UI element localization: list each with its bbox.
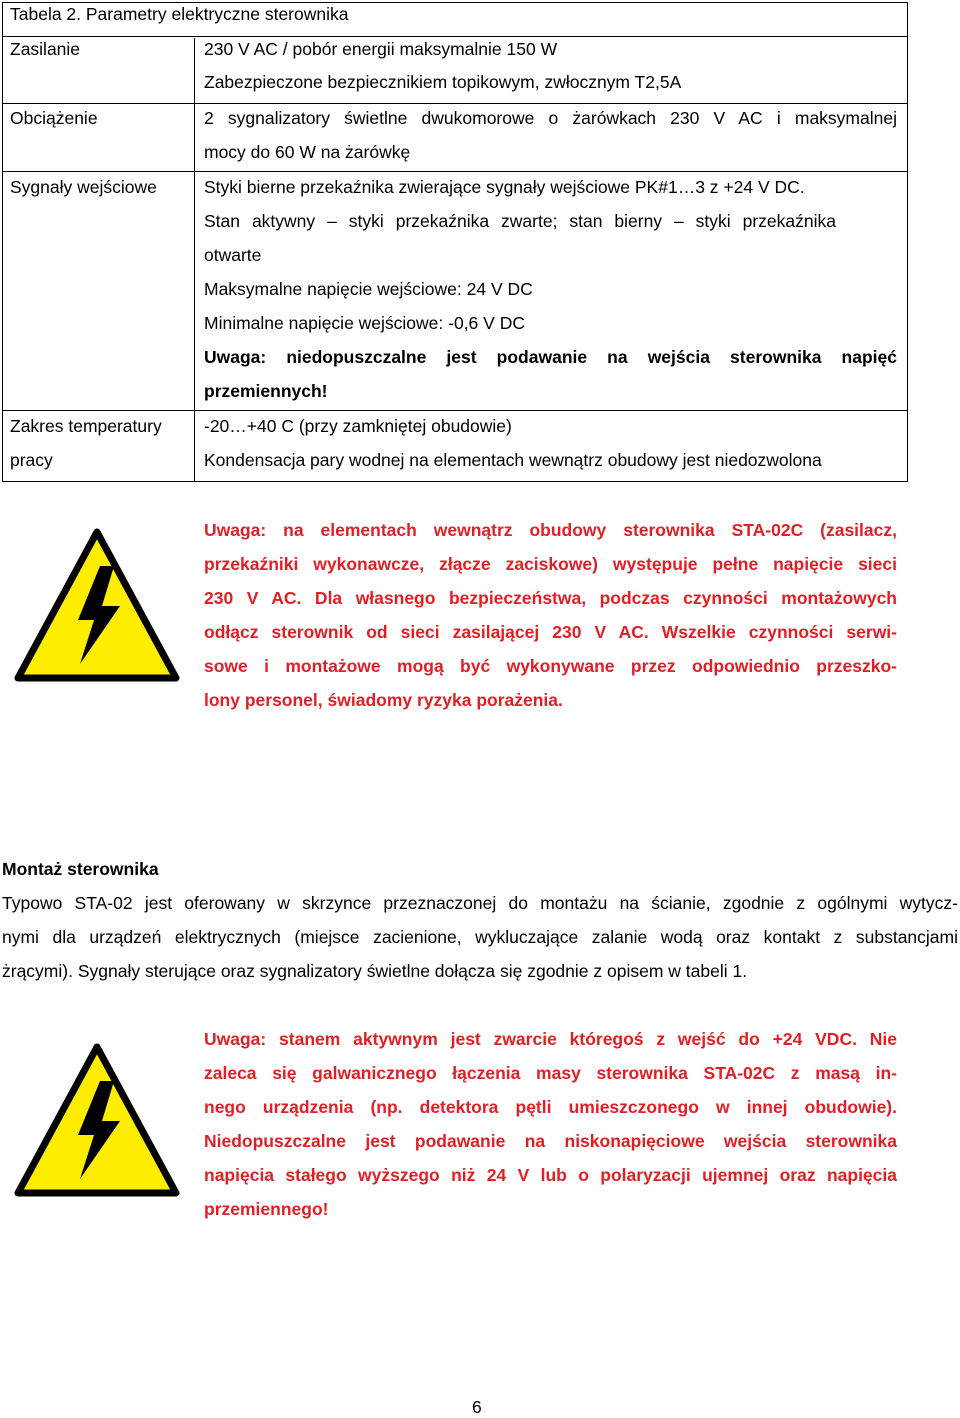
warning-line: odłącz sterownik od sieci zasilającej 230 V AC. Wszelkie czynności serwi- [204,622,897,642]
table-cell-line: 2 sygnalizatory świetlne dwukomorowe o żarówkach 230 V AC i maksymalnej [204,108,897,128]
warning-line: napięcia stałego wyższego niż 24 V lub o polaryzacji ujemnej oraz napięcia [204,1165,897,1185]
table-cell-warning: przemiennych! [204,381,328,401]
row-label-sygnaly: Sygnały wejściowe [10,177,157,197]
warning-line: 230 V AC. Dla własnego bezpieczeństwa, podczas czynności montażowych [204,588,897,608]
warning-line: lony personel, świadomy ryzyka porażenia. [204,690,563,710]
warning-line: Niedopuszczalne jest podawanie na niskonapięciowe wejścia sterownika [204,1131,897,1151]
row-label-obciazenie: Obciążenie [10,108,98,128]
row-label-temperatura: Zakres temperatury [10,416,162,436]
warning-line: Uwaga: stanem aktywnym jest zwarcie któregoś z wejść do +24 VDC. Nie [204,1029,897,1049]
table-cell-line: otwarte [204,245,262,265]
table-cell-warning: Uwaga: niedopuszczalne jest podawanie na wejścia sterownika napięć [204,347,897,367]
warning-line: sowe i montażowe mogą być wykonywane przez odpowiednio przeszko- [204,656,897,676]
table-cell-line: mocy do 60 W na żarówkę [204,142,411,162]
row-label-temperatura: pracy [10,450,53,470]
warning-line: nego urządzenia (np. detektora pętli umieszczonego w innej obudowie). [204,1097,897,1117]
warning-line: przekaźniki wykonawcze, złącze zaciskowe) występuje pełne napięcie sieci [204,554,897,574]
table-cell-line: Maksymalne napięcie wejściowe: 24 V DC [204,279,533,299]
table-divider [3,171,907,172]
table-cell-line: Zabezpieczone bezpiecznikiem topikowym, zwłocznym T2,5A [204,72,682,92]
table-cell-line: 230 V AC / pobór energii maksymalnie 150 W [204,39,558,59]
table-caption: Tabela 2. Parametry elektryczne sterownika [10,4,349,24]
paragraph-line: żrącymi). Sygnały sterujące oraz sygnalizatory świetlne dołącza się zgodnie z opisem w tabeli 1. [2,961,748,981]
warning-line: przemiennego! [204,1199,329,1219]
section-heading: Montaż sterownika [2,859,159,879]
table-cell-line: Stan aktywny – styki przekaźnika zwarte; stan bierny – styki przekaźnika [204,211,836,231]
high-voltage-warning-icon [14,1043,180,1199]
paragraph-line: nymi dla urządzeń elektrycznych (miejsce zacienione, wykluczające zalanie wodą oraz kontakt z substancjami [2,927,958,947]
warning-line: zaleca się galwanicznego łączenia masy sterownika STA-02C z masą in- [204,1063,897,1083]
high-voltage-warning-icon [14,528,180,684]
table-cell-line: Styki bierne przekaźnika zwierające sygnały wejściowe PK#1…3 z +24 V DC. [204,177,805,197]
page-number: 6 [472,1397,482,1417]
table-divider [3,410,907,411]
table-cell-line: Kondensacja pary wodnej na elementach wewnątrz obudowy jest niedozwolona [204,450,822,470]
paragraph-line: Typowo STA-02 jest oferowany w skrzynce przeznaczonej do montażu na ścianie, zgodnie z ogólnymi wytycz- [2,893,958,913]
table-cell-line: Minimalne napięcie wejściowe: -0,6 V DC [204,313,525,333]
row-label-zasilanie: Zasilanie [10,39,81,59]
warning-line: Uwaga: na elementach wewnątrz obudowy sterownika STA-02C (zasilacz, [204,520,897,540]
table-cell-line: -20…+40 C (przy zamkniętej obudowie) [204,416,512,436]
table-divider [3,36,907,37]
table-column-divider [194,38,195,481]
table-divider [3,103,907,104]
